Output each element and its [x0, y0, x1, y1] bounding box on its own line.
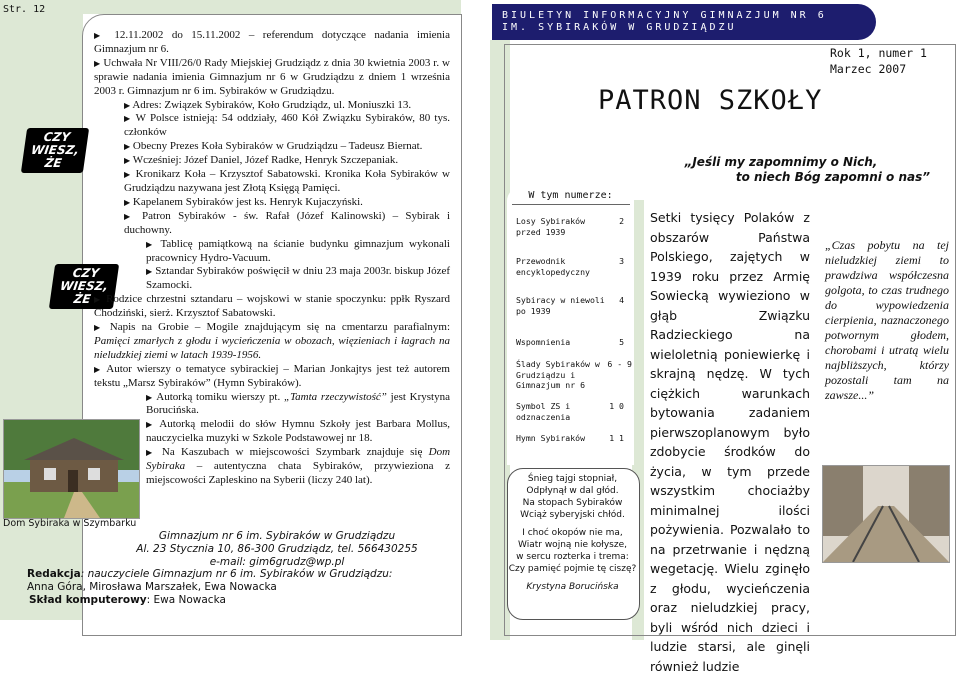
footer [27, 530, 467, 607]
toc-item-page: 5 [619, 337, 624, 347]
fact-item: ▶ Autorką melodii do słów Hymnu Szkoły jest Barbara Mollus, nauczycielka muzyki w Szkole Podstawowej nr 18. [146, 418, 450, 445]
fact-item: ▶ Wcześniej: Józef Daniel, Józef Radke, Henryk Szczepaniak. [124, 154, 399, 167]
newsletter-header [492, 4, 876, 40]
toc-item-page: 1 0 [609, 401, 624, 411]
toc-item-label: Symbol ZS i odznaczenia [516, 401, 571, 422]
poem: Śnieg tajgi stopniał, Odpłynął w dal głód. Na stopach Sybiraków Wciąż syberyjski chłód. I choć okopów nie ma, Wiatr wojną nie kołysze, w sercu rozterka i trema: Czy pamięć pojmie tę ciszę? Krystyna Borucińska [508, 474, 637, 592]
pull-quote: „Czas pobytu na tej nieludzkiej ziemi to prawdziwa współczesna golgota, to czas trudnego do wypowiedzenia cierpienia, naznaczonego potwornym głodem, chorobami i utratą wielu najbliższych, którzy pozostali tam na zawsze...” [825, 238, 949, 402]
page-number: Str. 12 [3, 4, 46, 15]
footer-editors: Anna Góra, Mirosława Marszałek, Ewa Nowacka [27, 581, 277, 594]
toc-item-page: 1 1 [609, 433, 624, 443]
poem-author: Krystyna Borucińska [526, 582, 619, 592]
footer-address: Al. 23 Stycznia 10, 86-300 Grudziądz, tel. 566430255 [136, 542, 418, 555]
toc-item-label: Losy Sybiraków przed 1939 [516, 216, 586, 237]
toc-item-page: 4 [619, 295, 624, 305]
issue-date: Marzec 2007 [830, 62, 907, 76]
facts-list [94, 29, 450, 488]
fact-item: ▶ 12.11.2002 do 15.11.2002 – referendum dotyczące nadania imienia Gimnazjum nr 6. [94, 29, 450, 55]
footer-school: Gimnazjum nr 6 im. Sybiraków w Grudziądzu [158, 530, 396, 542]
issue-number: Rok 1, numer 1 [830, 46, 927, 60]
issue-info [830, 45, 927, 77]
toc-item-page: 3 [619, 256, 624, 266]
fact-item: ▶ W Polsce istnieją: 54 oddziały, 460 Kół Związku Sybiraków, 80 tys. członków [124, 112, 450, 139]
fact-item: ▶ Kapelanem Sybiraków jest ks. Henryk Kujaczyński. [124, 195, 363, 208]
fact-item: ▶ Uchwała Nr VIII/26/0 Rady Miejskiej Grudziądz z dnia 30 kwietnia 2003 r. w sprawie nadania imienia Gimnazjum nr 6 w Grudziądzu z dniem 1 września 2003 r. Gimnazjum nr 6 im. Sybiraków w Grudziądzu. [94, 56, 451, 97]
header-line-2: IM. SYBIRAKÓW W GRUDZIĄDZU [502, 22, 737, 33]
fact-item: ▶ Sztandar Sybiraków poświęcił w dniu 23 maja 2003r. biskup Józef Szamocki. [146, 265, 451, 292]
fact-item: ▶ Kronikarz Koła – Krzysztof Sabatowski. Kronika Koła Sybiraków w Grudziądzu nazywana jest Złotą Księgą Pamięci. [124, 168, 450, 194]
fact-item: ▶ Napis na Grobie – Mogile znajdującym się na cmentarzu parafialnym: Pamięci zmarłych z głodu i wycieńczenia w obozach, więzieniach i łagrach na nieludzkiej ziemi w latach 1939-1956. [94, 321, 451, 361]
did-you-know-badge: CZY WIESZ, ŻE [21, 128, 89, 173]
footer-redakcja: Redakcja: nauczyciele Gimnazjum nr 6 im. Sybiraków w Grudziądzu: [27, 568, 393, 581]
did-you-know-badge-2: CZY WIESZ, ŻE [49, 264, 119, 309]
fact-item: ▶ Obecny Prezes Koła Sybiraków w Grudziądzu – Tadeusz Biernat. [124, 140, 423, 153]
toc-item-label: Hymn Sybiraków [516, 433, 586, 443]
railway-track-photo [822, 465, 950, 563]
header-line-1: BIULETYN INFORMACYJNY GIMNAZJUM NR 6 [502, 10, 827, 21]
toc-item-page: 6 - 9 [607, 359, 632, 369]
photo-caption: Dom Sybiraka w Szymbarku [3, 518, 137, 529]
fact-item: ▶ Tablicę pamiątkową na ścianie budynku gimnazjum wykonali pracownicy Hydro-Vacuum. [146, 237, 450, 264]
article-body: Setki tysięcy Polaków z obszarów Państwa Polskiego, zajętych w 1939 roku przez Armię Sowiecką wywieziono w głąb Związku Radzieckiego na wieloletnią poniewierkę i skrajną nędzę. W tych ciężkich warunkach bytowania zadaniem pierwszoplanowym było zdobycie środków do życia, w tym przede wszystkim chociażby minimalnej ilości pożywienia. Pozwalało to na przetrwanie i nędzną wegetację. Wielu zginęło z głodu, wycieńczenia oraz nieludzkiej pracy, byli wśród nich dzieci i ludzie starsi, ale ginęli również ludzie [650, 210, 810, 674]
toc-heading: W tym numerze: [528, 190, 613, 201]
footer-sklad: Skład komputerowy: Ewa Nowacka [29, 593, 226, 606]
fact-item: ▶ Adres: Związek Sybiraków, Koło Grudziądz, ul. Moniuszki 13. [124, 98, 412, 111]
motto: „Jeśli my zapomnimy o Nich, to niech Bóg zapomni o nas” [684, 155, 930, 184]
page-title: PATRON SZKOŁY [598, 85, 823, 116]
dom-sybiraka-photo [3, 419, 140, 519]
fact-item: ▶ Na Kaszubach w miejscowości Szymbark znajduje się Dom Sybiraka – autentyczna chata Sybiraków, przywieziona z miejscowości Zapleskino na Syberii (liczy 240 lat). [146, 446, 451, 486]
toc-item-label: Sybiracy w niewoli po 1939 [516, 295, 605, 316]
toc-item-label: Wspomnienia [516, 337, 571, 347]
toc-item-label: Przewodnik encyklopedyczny [516, 256, 590, 277]
toc-item-label: Ślady Sybiraków w Grudziądzu i Gimnazjum nr 6 [516, 359, 600, 390]
toc-divider [512, 204, 630, 205]
fact-item: ▶ Autor wierszy o tematyce sybirackiej – Marian Jonkajtys jest też autorem tekstu „Marsz Sybiraków” (Hymn Sybiraków). [94, 362, 450, 389]
left-top-band [83, 0, 458, 14]
footer-email: e-mail: gim6grudz@wp.pl [209, 555, 345, 568]
fact-item: ▶ Patron Sybiraków - św. Rafał (Józef Kalinowski) – Sybirak i duchowny. [124, 209, 450, 236]
fact-item: ▶ Rodzice chrzestni sztandaru – wojskowi w stanie spoczynku: ppłk Ryszard Chodziński, sierż. Krzysztof Sabatowski. [94, 293, 450, 320]
toc-item-page: 2 [619, 216, 624, 226]
fact-item: ▶ Autorką tomiku wierszy pt. „Tamta rzeczywistość” jest Krystyna Borucińska. [146, 390, 450, 417]
